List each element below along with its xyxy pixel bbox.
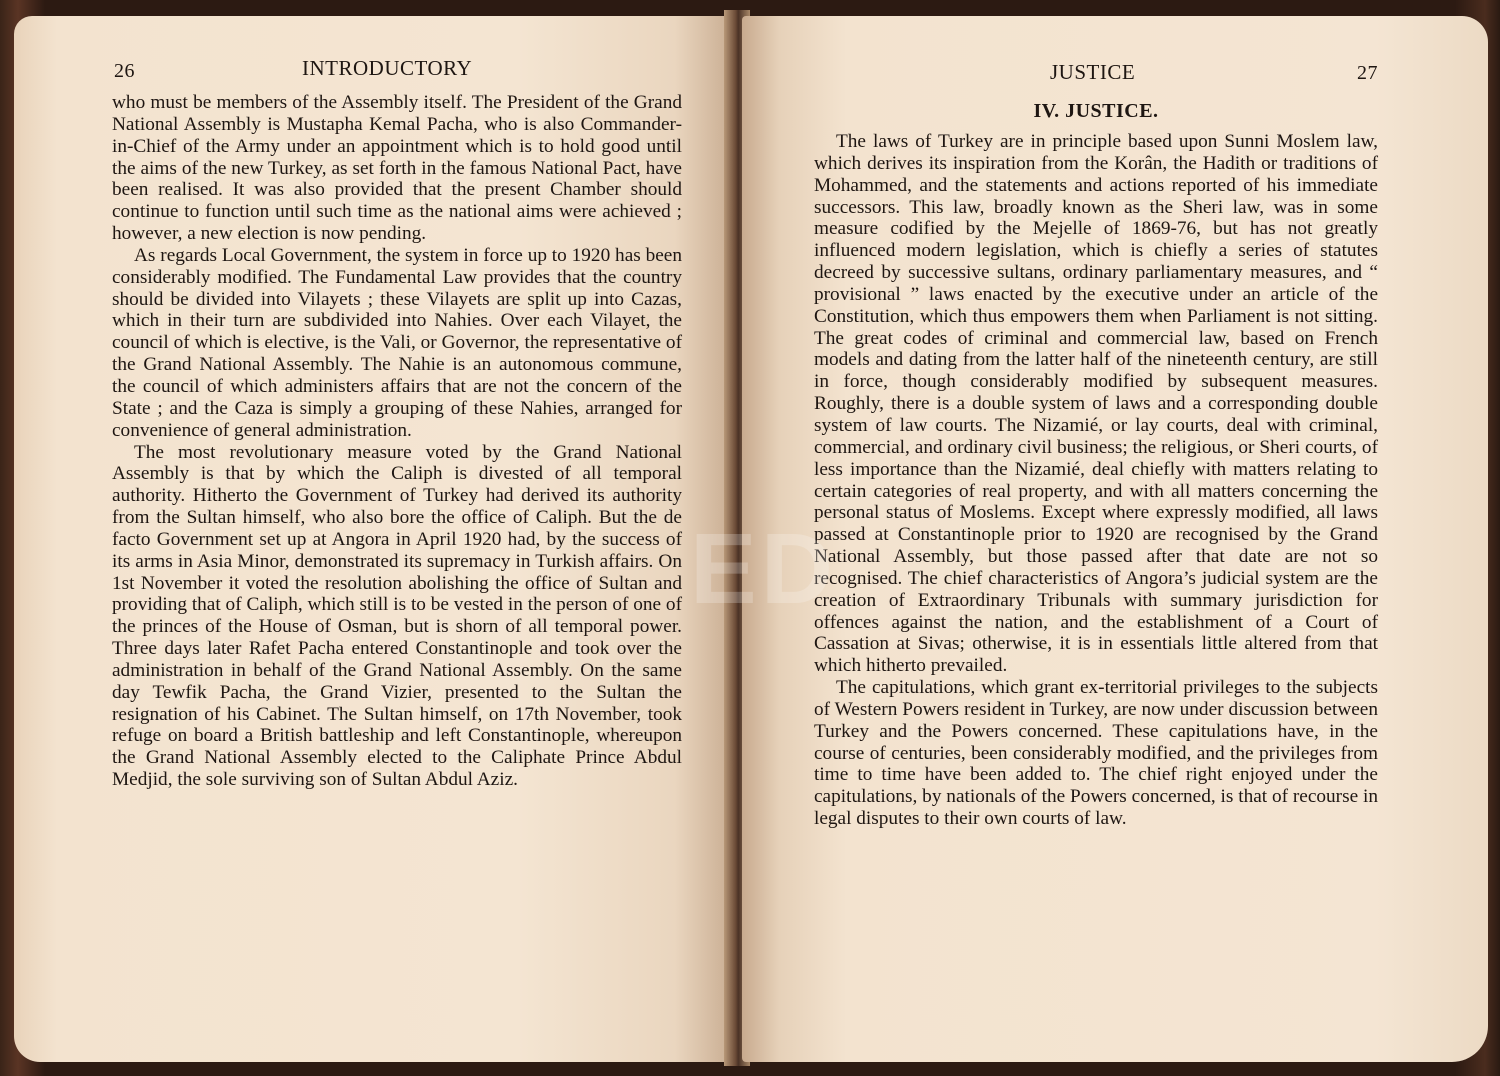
left-paragraph-1: who must be members of the Assembly itself. The President of the Grand National Assembly is Mustapha Kemal Pacha, who is also Commander-in-Chief of the Army under an appointment which is to hold good until the aims of the new Turkey, as set forth in the famous National Pact, have been realised. It was also provided that the present Chamber should continue to function until such time as the national aims were achieved ; however, a new election is now pending. [112, 92, 682, 245]
section-heading: IV. JUSTICE. [1033, 100, 1159, 122]
right-page-number: 27 [1357, 62, 1378, 84]
left-page-number: 26 [114, 60, 135, 82]
right-running-head [814, 56, 1378, 86]
right-body-text [814, 131, 1378, 830]
right-paragraph-1: The laws of Turkey are in principle based upon Sunni Moslem law, which derives its inspiration from the Korân, the Hadith or traditions of Mohammed, and the statements and actions reported of his immediate successors. This law, broadly known as the Sheri law, was in some measure codified by the Mejelle of 1869-76, but has not greatly influenced modern legislation, which is chiefly a series of statutes decreed by successive sultans, ordinary parliamentary measures, and “ provisional ” laws enacted by the executive under an article of the Constitution, which thus empowers them when Parliament is not sitting. The great codes of criminal and commercial law, based on French models and dating from the latter half of the nineteenth century, are still in force, though considerably modified by subsequent measures. Roughly, there is a double system of laws and a corresponding double system of law courts. The Nizamié, or lay courts, deal with criminal, commercial, and ordinary civil business; the religious, or Sheri courts, of less importance than the Nizamié, deal chiefly with matters relating to certain categories of real property, and with all matters concerning the personal status of Moslems. Except where expressly modified, all laws passed at Constantinople prior to 1920 are recognised by the Grand National Assembly, but those passed after that date are not so recognised. The chief characteristics of Angora’s judicial system are the creation of Extraordinary Tribunals with summary jurisdiction for offences against the nation, and the establishment of a Court of Cassation at Sivas; otherwise, it is in essentials little altered from that which hitherto prevailed. [814, 131, 1378, 677]
left-paragraph-3: The most revolutionary measure voted by the Grand National Assembly is that by which the Caliph is divested of all temporal authority. Hitherto the Government of Turkey had derived its authority from the Sultan himself, who also bore the office of Caliph. But the de facto Government set up at Angora in April 1920 had, by the success of its arms in Asia Minor, demonstrated its supremacy in Turkish affairs. On 1st November it voted the resolution abolishing the office of Sultan and providing that of Caliph, which still is to be vested in the person of one of the princes of the House of Osman, but is shorn of all temporal power. Three days later Rafet Pacha entered Constantinople and took over the administration in behalf of the Grand National Assembly. On the same day Tewfik Pacha, the Grand Vizier, presented to the Sultan the resignation of his Cabinet. The Sultan himself, on 17th November, took refuge on board a British battleship and left Constantinople, whereupon the Grand National Assembly elected to the Caliphate Prince Abdul Medjid, the sole surviving son of Sultan Abdul Aziz. [112, 441, 682, 791]
right-running-title: JUSTICE [1050, 60, 1136, 84]
watermark: ED [690, 513, 837, 625]
left-page [14, 16, 732, 1062]
right-paragraph-2: The capitulations, which grant ex-territorial privileges to the subjects of Western Powers resident in Turkey, are now under discussion between Turkey and the Powers concerned. These capitulations have, in the course of centuries, been considerably modified, and the privileges from time to time have been added to. The chief right enjoyed under the capitulations, by nationals of the Powers concerned, is that of recourse in legal disputes to their own courts of law. [814, 677, 1378, 830]
left-body-text [112, 92, 682, 791]
left-paragraph-2: As regards Local Government, the system in force up to 1920 has been considerably modified. The Fundamental Law provides that the country should be divided into Vilayets ; these Vilayets are split up into Cazas, which in their turn are subdivided into Nahies. Over each Vilayet, the council of which is elective, is the Vali, or Governor, the representative of the Grand National Assembly. The Nahie is an autonomous commune, the council of which administers affairs that are not the concern of the State ; and the Caza is simply a grouping of these Nahies, arranged for convenience of general administration. [112, 244, 682, 441]
left-running-title: INTRODUCTORY [302, 56, 473, 80]
left-running-head [112, 54, 682, 84]
right-page [742, 16, 1488, 1062]
